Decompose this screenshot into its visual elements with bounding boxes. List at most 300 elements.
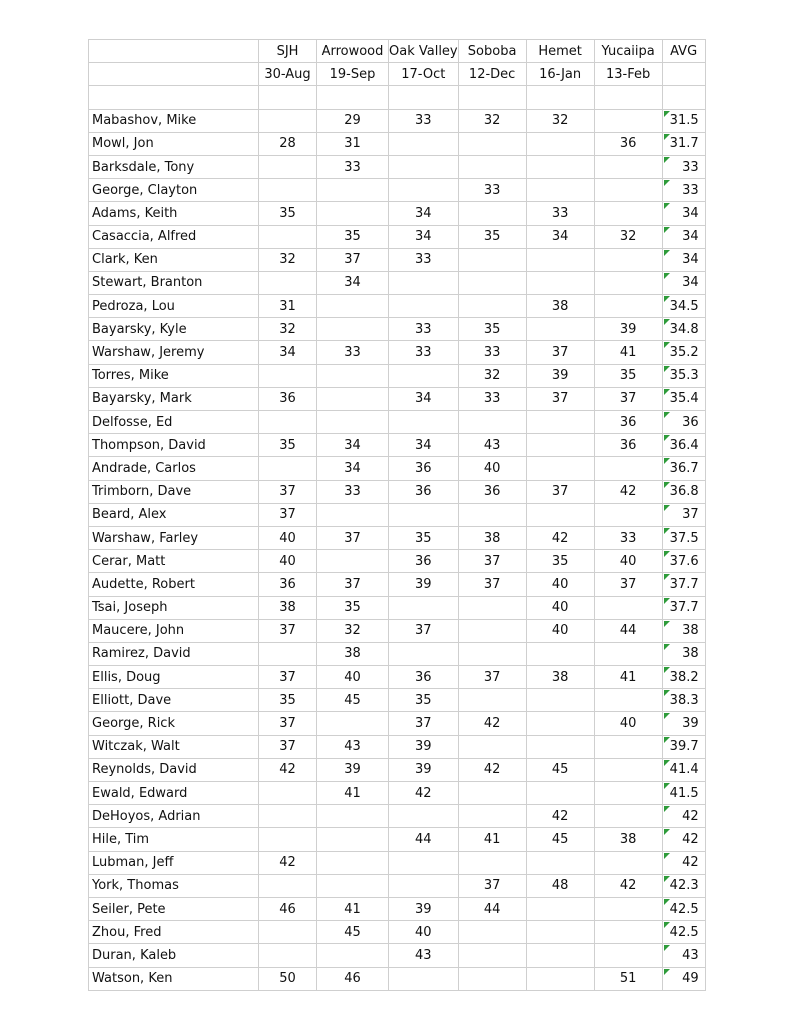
score-cell[interactable]: 37 xyxy=(458,550,526,573)
player-name-cell[interactable]: Torres, Mike xyxy=(89,364,259,387)
score-cell[interactable]: 39 xyxy=(526,364,594,387)
avg-cell[interactable] xyxy=(662,155,705,178)
score-cell[interactable] xyxy=(317,295,389,318)
score-cell[interactable]: 41 xyxy=(317,782,389,805)
player-name-cell[interactable]: Beard, Alex xyxy=(89,503,259,526)
score-cell[interactable]: 41 xyxy=(594,666,662,689)
score-cell[interactable]: 45 xyxy=(526,758,594,781)
player-name-cell[interactable]: Stewart, Branton xyxy=(89,271,259,294)
score-cell[interactable] xyxy=(526,712,594,735)
score-cell[interactable] xyxy=(594,735,662,758)
score-cell[interactable] xyxy=(526,642,594,665)
score-cell[interactable]: 34 xyxy=(389,434,459,457)
score-cell[interactable]: 37 xyxy=(317,573,389,596)
avg-cell[interactable] xyxy=(662,921,705,944)
score-cell[interactable]: 29 xyxy=(317,109,389,132)
score-cell[interactable]: 33 xyxy=(389,318,459,341)
player-name-cell[interactable]: Bayarsky, Kyle xyxy=(89,318,259,341)
score-cell[interactable] xyxy=(526,411,594,434)
player-name-cell[interactable]: Hile, Tim xyxy=(89,828,259,851)
score-cell[interactable]: 36 xyxy=(389,666,459,689)
avg-cell[interactable] xyxy=(662,457,705,480)
score-cell[interactable] xyxy=(526,944,594,967)
score-cell[interactable]: 32 xyxy=(259,248,317,271)
empty-cell[interactable] xyxy=(662,86,705,109)
avg-cell[interactable] xyxy=(662,944,705,967)
score-cell[interactable]: 37 xyxy=(259,712,317,735)
avg-cell[interactable] xyxy=(662,202,705,225)
score-cell[interactable]: 38 xyxy=(526,666,594,689)
score-cell[interactable] xyxy=(317,550,389,573)
score-cell[interactable]: 46 xyxy=(259,897,317,920)
score-cell[interactable] xyxy=(594,944,662,967)
score-cell[interactable] xyxy=(389,967,459,990)
score-cell[interactable] xyxy=(317,874,389,897)
player-name-cell[interactable]: Pedroza, Lou xyxy=(89,295,259,318)
empty-cell[interactable] xyxy=(389,86,459,109)
score-cell[interactable]: 34 xyxy=(389,202,459,225)
score-cell[interactable] xyxy=(526,967,594,990)
score-cell[interactable] xyxy=(526,782,594,805)
score-cell[interactable] xyxy=(259,411,317,434)
score-cell[interactable] xyxy=(389,179,459,202)
score-cell[interactable]: 37 xyxy=(594,387,662,410)
score-cell[interactable] xyxy=(259,271,317,294)
score-cell[interactable] xyxy=(458,642,526,665)
score-cell[interactable] xyxy=(317,202,389,225)
score-cell[interactable] xyxy=(458,805,526,828)
score-cell[interactable]: 33 xyxy=(389,248,459,271)
score-cell[interactable] xyxy=(458,271,526,294)
avg-header[interactable]: AVG xyxy=(662,40,705,63)
score-cell[interactable]: 39 xyxy=(389,735,459,758)
score-cell[interactable] xyxy=(526,248,594,271)
score-cell[interactable] xyxy=(389,851,459,874)
score-cell[interactable]: 41 xyxy=(458,828,526,851)
score-cell[interactable]: 33 xyxy=(526,202,594,225)
score-cell[interactable]: 35 xyxy=(458,318,526,341)
player-name-cell[interactable]: Barksdale, Tony xyxy=(89,155,259,178)
score-cell[interactable] xyxy=(594,921,662,944)
score-cell[interactable] xyxy=(389,411,459,434)
score-cell[interactable]: 40 xyxy=(526,596,594,619)
header-corner-cell[interactable] xyxy=(89,63,259,86)
score-cell[interactable] xyxy=(594,457,662,480)
score-cell[interactable] xyxy=(259,109,317,132)
score-cell[interactable]: 39 xyxy=(317,758,389,781)
score-cell[interactable]: 32 xyxy=(594,225,662,248)
score-cell[interactable]: 42 xyxy=(594,874,662,897)
score-cell[interactable] xyxy=(317,364,389,387)
player-name-cell[interactable]: Audette, Robert xyxy=(89,573,259,596)
avg-cell[interactable] xyxy=(662,364,705,387)
empty-cell[interactable] xyxy=(259,86,317,109)
score-cell[interactable]: 33 xyxy=(317,341,389,364)
score-cell[interactable]: 50 xyxy=(259,967,317,990)
score-cell[interactable] xyxy=(259,782,317,805)
player-name-cell[interactable]: George, Clayton xyxy=(89,179,259,202)
score-cell[interactable]: 40 xyxy=(317,666,389,689)
score-cell[interactable]: 42 xyxy=(526,805,594,828)
score-cell[interactable]: 31 xyxy=(317,132,389,155)
score-cell[interactable]: 42 xyxy=(259,758,317,781)
score-cell[interactable]: 35 xyxy=(389,689,459,712)
avg-cell[interactable] xyxy=(662,642,705,665)
score-cell[interactable] xyxy=(594,202,662,225)
date-header[interactable]: 13-Feb xyxy=(594,63,662,86)
score-cell[interactable]: 37 xyxy=(458,874,526,897)
player-name-cell[interactable]: Zhou, Fred xyxy=(89,921,259,944)
score-cell[interactable] xyxy=(259,179,317,202)
score-cell[interactable]: 45 xyxy=(317,689,389,712)
score-cell[interactable] xyxy=(526,318,594,341)
score-cell[interactable]: 32 xyxy=(458,364,526,387)
player-name-cell[interactable]: Elliott, Dave xyxy=(89,689,259,712)
score-cell[interactable]: 35 xyxy=(526,550,594,573)
score-cell[interactable] xyxy=(458,619,526,642)
avg-cell[interactable] xyxy=(662,387,705,410)
score-cell[interactable] xyxy=(317,387,389,410)
score-cell[interactable]: 43 xyxy=(458,434,526,457)
score-cell[interactable] xyxy=(526,735,594,758)
avg-cell[interactable] xyxy=(662,225,705,248)
score-cell[interactable]: 37 xyxy=(526,341,594,364)
score-cell[interactable]: 37 xyxy=(389,619,459,642)
avg-cell[interactable] xyxy=(662,967,705,990)
player-name-cell[interactable]: Ewald, Edward xyxy=(89,782,259,805)
score-cell[interactable]: 42 xyxy=(259,851,317,874)
score-cell[interactable]: 36 xyxy=(259,387,317,410)
score-cell[interactable]: 36 xyxy=(594,434,662,457)
score-cell[interactable] xyxy=(259,874,317,897)
score-cell[interactable]: 38 xyxy=(317,642,389,665)
score-cell[interactable]: 36 xyxy=(389,457,459,480)
score-cell[interactable] xyxy=(458,689,526,712)
player-name-cell[interactable]: Seiler, Pete xyxy=(89,897,259,920)
score-cell[interactable]: 38 xyxy=(526,295,594,318)
avg-cell[interactable] xyxy=(662,782,705,805)
score-cell[interactable] xyxy=(317,318,389,341)
score-cell[interactable]: 33 xyxy=(458,341,526,364)
score-cell[interactable]: 37 xyxy=(458,666,526,689)
avg-cell[interactable] xyxy=(662,851,705,874)
score-cell[interactable] xyxy=(389,805,459,828)
score-cell[interactable] xyxy=(526,155,594,178)
avg-cell[interactable] xyxy=(662,434,705,457)
score-cell[interactable]: 37 xyxy=(526,387,594,410)
date-header[interactable]: 30-Aug xyxy=(259,63,317,86)
score-cell[interactable] xyxy=(526,503,594,526)
score-cell[interactable] xyxy=(317,828,389,851)
score-cell[interactable] xyxy=(526,457,594,480)
score-cell[interactable]: 40 xyxy=(594,550,662,573)
score-cell[interactable] xyxy=(594,271,662,294)
score-cell[interactable] xyxy=(389,503,459,526)
player-name-cell[interactable]: DeHoyos, Adrian xyxy=(89,805,259,828)
score-cell[interactable]: 39 xyxy=(389,758,459,781)
avg-cell[interactable] xyxy=(662,689,705,712)
score-cell[interactable]: 32 xyxy=(458,109,526,132)
avg-cell[interactable] xyxy=(662,758,705,781)
score-cell[interactable]: 38 xyxy=(259,596,317,619)
score-cell[interactable]: 39 xyxy=(594,318,662,341)
avg-cell[interactable] xyxy=(662,805,705,828)
score-cell[interactable]: 40 xyxy=(594,712,662,735)
date-header[interactable]: 19-Sep xyxy=(317,63,389,86)
player-name-cell[interactable]: Duran, Kaleb xyxy=(89,944,259,967)
avg-cell[interactable] xyxy=(662,526,705,549)
header-corner-cell[interactable] xyxy=(89,40,259,63)
score-cell[interactable] xyxy=(594,179,662,202)
score-cell[interactable]: 32 xyxy=(526,109,594,132)
score-cell[interactable]: 48 xyxy=(526,874,594,897)
score-cell[interactable]: 37 xyxy=(389,712,459,735)
score-cell[interactable] xyxy=(317,411,389,434)
player-name-cell[interactable]: Casaccia, Alfred xyxy=(89,225,259,248)
score-cell[interactable]: 44 xyxy=(594,619,662,642)
score-cell[interactable] xyxy=(526,689,594,712)
score-cell[interactable] xyxy=(317,805,389,828)
avg-cell[interactable] xyxy=(662,503,705,526)
course-header[interactable]: Arrowood xyxy=(317,40,389,63)
score-cell[interactable]: 37 xyxy=(526,480,594,503)
score-cell[interactable]: 37 xyxy=(594,573,662,596)
score-cell[interactable] xyxy=(594,642,662,665)
score-cell[interactable]: 37 xyxy=(317,248,389,271)
avg-cell[interactable] xyxy=(662,132,705,155)
score-cell[interactable]: 36 xyxy=(259,573,317,596)
score-cell[interactable]: 34 xyxy=(317,457,389,480)
score-cell[interactable]: 37 xyxy=(259,480,317,503)
score-cell[interactable] xyxy=(526,897,594,920)
score-cell[interactable] xyxy=(526,921,594,944)
score-cell[interactable]: 37 xyxy=(259,503,317,526)
score-cell[interactable]: 32 xyxy=(317,619,389,642)
score-cell[interactable] xyxy=(594,109,662,132)
score-cell[interactable]: 42 xyxy=(389,782,459,805)
score-cell[interactable] xyxy=(594,805,662,828)
score-cell[interactable] xyxy=(389,271,459,294)
course-header[interactable]: Yucaiipa xyxy=(594,40,662,63)
player-name-cell[interactable]: Maucere, John xyxy=(89,619,259,642)
avg-cell[interactable] xyxy=(662,550,705,573)
score-cell[interactable]: 37 xyxy=(259,666,317,689)
score-cell[interactable]: 33 xyxy=(317,480,389,503)
player-name-cell[interactable]: Mabashov, Mike xyxy=(89,109,259,132)
player-name-cell[interactable]: Witczak, Walt xyxy=(89,735,259,758)
score-cell[interactable] xyxy=(259,225,317,248)
score-cell[interactable] xyxy=(259,364,317,387)
score-cell[interactable] xyxy=(458,155,526,178)
score-cell[interactable] xyxy=(594,295,662,318)
score-cell[interactable]: 34 xyxy=(526,225,594,248)
score-cell[interactable] xyxy=(389,155,459,178)
score-cell[interactable]: 33 xyxy=(389,341,459,364)
avg-cell[interactable] xyxy=(662,735,705,758)
player-name-cell[interactable]: Bayarsky, Mark xyxy=(89,387,259,410)
score-cell[interactable]: 39 xyxy=(389,573,459,596)
avg-cell[interactable] xyxy=(662,619,705,642)
score-cell[interactable]: 40 xyxy=(259,550,317,573)
score-cell[interactable] xyxy=(458,921,526,944)
score-cell[interactable] xyxy=(259,944,317,967)
score-cell[interactable]: 37 xyxy=(317,526,389,549)
date-header[interactable]: 16-Jan xyxy=(526,63,594,86)
score-cell[interactable] xyxy=(389,874,459,897)
score-cell[interactable] xyxy=(389,295,459,318)
score-cell[interactable] xyxy=(526,271,594,294)
avg-cell[interactable] xyxy=(662,897,705,920)
score-cell[interactable]: 38 xyxy=(594,828,662,851)
player-name-cell[interactable]: Adams, Keith xyxy=(89,202,259,225)
score-cell[interactable] xyxy=(594,689,662,712)
empty-cell[interactable] xyxy=(89,86,259,109)
score-cell[interactable]: 36 xyxy=(389,550,459,573)
score-cell[interactable] xyxy=(526,434,594,457)
score-cell[interactable] xyxy=(458,596,526,619)
score-cell[interactable] xyxy=(317,712,389,735)
score-cell[interactable] xyxy=(458,735,526,758)
player-name-cell[interactable]: George, Rick xyxy=(89,712,259,735)
score-cell[interactable] xyxy=(458,944,526,967)
score-cell[interactable]: 40 xyxy=(458,457,526,480)
score-cell[interactable]: 33 xyxy=(317,155,389,178)
player-name-cell[interactable]: Warshaw, Farley xyxy=(89,526,259,549)
player-name-cell[interactable]: Delfosse, Ed xyxy=(89,411,259,434)
course-header[interactable]: Soboba xyxy=(458,40,526,63)
player-name-cell[interactable]: Clark, Ken xyxy=(89,248,259,271)
avg-cell[interactable] xyxy=(662,248,705,271)
score-cell[interactable] xyxy=(259,642,317,665)
empty-cell[interactable] xyxy=(594,86,662,109)
avg-cell[interactable] xyxy=(662,666,705,689)
player-name-cell[interactable]: Tsai, Joseph xyxy=(89,596,259,619)
avg-cell[interactable] xyxy=(662,295,705,318)
score-cell[interactable] xyxy=(259,805,317,828)
score-cell[interactable]: 36 xyxy=(594,411,662,434)
score-cell[interactable]: 35 xyxy=(317,225,389,248)
player-name-cell[interactable]: Mowl, Jon xyxy=(89,132,259,155)
score-cell[interactable]: 31 xyxy=(259,295,317,318)
score-cell[interactable]: 45 xyxy=(526,828,594,851)
score-cell[interactable] xyxy=(594,758,662,781)
course-header[interactable]: Hemet xyxy=(526,40,594,63)
player-name-cell[interactable]: Warshaw, Jeremy xyxy=(89,341,259,364)
score-cell[interactable] xyxy=(389,132,459,155)
score-cell[interactable]: 45 xyxy=(317,921,389,944)
score-cell[interactable] xyxy=(317,179,389,202)
course-header[interactable]: SJH xyxy=(259,40,317,63)
score-cell[interactable]: 35 xyxy=(389,526,459,549)
score-cell[interactable]: 34 xyxy=(259,341,317,364)
score-cell[interactable] xyxy=(458,132,526,155)
score-cell[interactable] xyxy=(389,596,459,619)
score-cell[interactable]: 43 xyxy=(317,735,389,758)
score-cell[interactable] xyxy=(317,944,389,967)
score-cell[interactable]: 40 xyxy=(526,619,594,642)
player-name-cell[interactable]: Andrade, Carlos xyxy=(89,457,259,480)
score-cell[interactable] xyxy=(594,596,662,619)
score-cell[interactable] xyxy=(526,132,594,155)
player-name-cell[interactable]: Watson, Ken xyxy=(89,967,259,990)
empty-cell[interactable] xyxy=(526,86,594,109)
score-cell[interactable]: 44 xyxy=(389,828,459,851)
score-cell[interactable] xyxy=(594,248,662,271)
score-cell[interactable]: 35 xyxy=(458,225,526,248)
score-cell[interactable]: 40 xyxy=(389,921,459,944)
score-cell[interactable] xyxy=(458,411,526,434)
score-cell[interactable]: 28 xyxy=(259,132,317,155)
score-cell[interactable]: 35 xyxy=(259,202,317,225)
score-cell[interactable] xyxy=(594,503,662,526)
player-name-cell[interactable]: Lubman, Jeff xyxy=(89,851,259,874)
date-header[interactable]: 17-Oct xyxy=(389,63,459,86)
score-cell[interactable] xyxy=(526,851,594,874)
score-cell[interactable] xyxy=(259,457,317,480)
avg-cell[interactable] xyxy=(662,179,705,202)
score-cell[interactable]: 35 xyxy=(259,434,317,457)
score-cell[interactable]: 46 xyxy=(317,967,389,990)
score-cell[interactable]: 40 xyxy=(526,573,594,596)
score-cell[interactable]: 36 xyxy=(389,480,459,503)
avg-cell[interactable] xyxy=(662,573,705,596)
score-cell[interactable] xyxy=(317,503,389,526)
score-cell[interactable] xyxy=(594,897,662,920)
player-name-cell[interactable]: Trimborn, Dave xyxy=(89,480,259,503)
avg-cell[interactable] xyxy=(662,712,705,735)
avg-cell[interactable] xyxy=(662,271,705,294)
score-cell[interactable]: 37 xyxy=(458,573,526,596)
score-cell[interactable] xyxy=(259,921,317,944)
avg-cell[interactable] xyxy=(662,341,705,364)
score-cell[interactable]: 33 xyxy=(458,179,526,202)
date-header[interactable] xyxy=(662,63,705,86)
score-cell[interactable] xyxy=(259,155,317,178)
score-cell[interactable] xyxy=(259,828,317,851)
score-cell[interactable]: 33 xyxy=(458,387,526,410)
score-cell[interactable] xyxy=(458,503,526,526)
player-name-cell[interactable]: Ellis, Doug xyxy=(89,666,259,689)
score-cell[interactable]: 35 xyxy=(594,364,662,387)
score-cell[interactable] xyxy=(389,642,459,665)
score-cell[interactable]: 34 xyxy=(317,434,389,457)
score-cell[interactable]: 32 xyxy=(259,318,317,341)
avg-cell[interactable] xyxy=(662,411,705,434)
score-cell[interactable] xyxy=(458,782,526,805)
score-cell[interactable]: 37 xyxy=(259,735,317,758)
course-header[interactable]: Oak Valley xyxy=(389,40,459,63)
score-cell[interactable]: 51 xyxy=(594,967,662,990)
player-name-cell[interactable]: Thompson, David xyxy=(89,434,259,457)
score-cell[interactable]: 37 xyxy=(259,619,317,642)
score-cell[interactable] xyxy=(389,364,459,387)
score-cell[interactable]: 44 xyxy=(458,897,526,920)
score-cell[interactable] xyxy=(458,967,526,990)
score-cell[interactable]: 36 xyxy=(458,480,526,503)
score-cell[interactable] xyxy=(458,248,526,271)
score-cell[interactable] xyxy=(458,202,526,225)
player-name-cell[interactable]: York, Thomas xyxy=(89,874,259,897)
score-cell[interactable] xyxy=(458,851,526,874)
score-cell[interactable]: 41 xyxy=(317,897,389,920)
score-cell[interactable]: 43 xyxy=(389,944,459,967)
score-cell[interactable]: 42 xyxy=(458,758,526,781)
score-cell[interactable] xyxy=(317,851,389,874)
score-cell[interactable] xyxy=(526,179,594,202)
score-cell[interactable]: 34 xyxy=(389,387,459,410)
score-cell[interactable]: 42 xyxy=(594,480,662,503)
score-cell[interactable] xyxy=(594,155,662,178)
